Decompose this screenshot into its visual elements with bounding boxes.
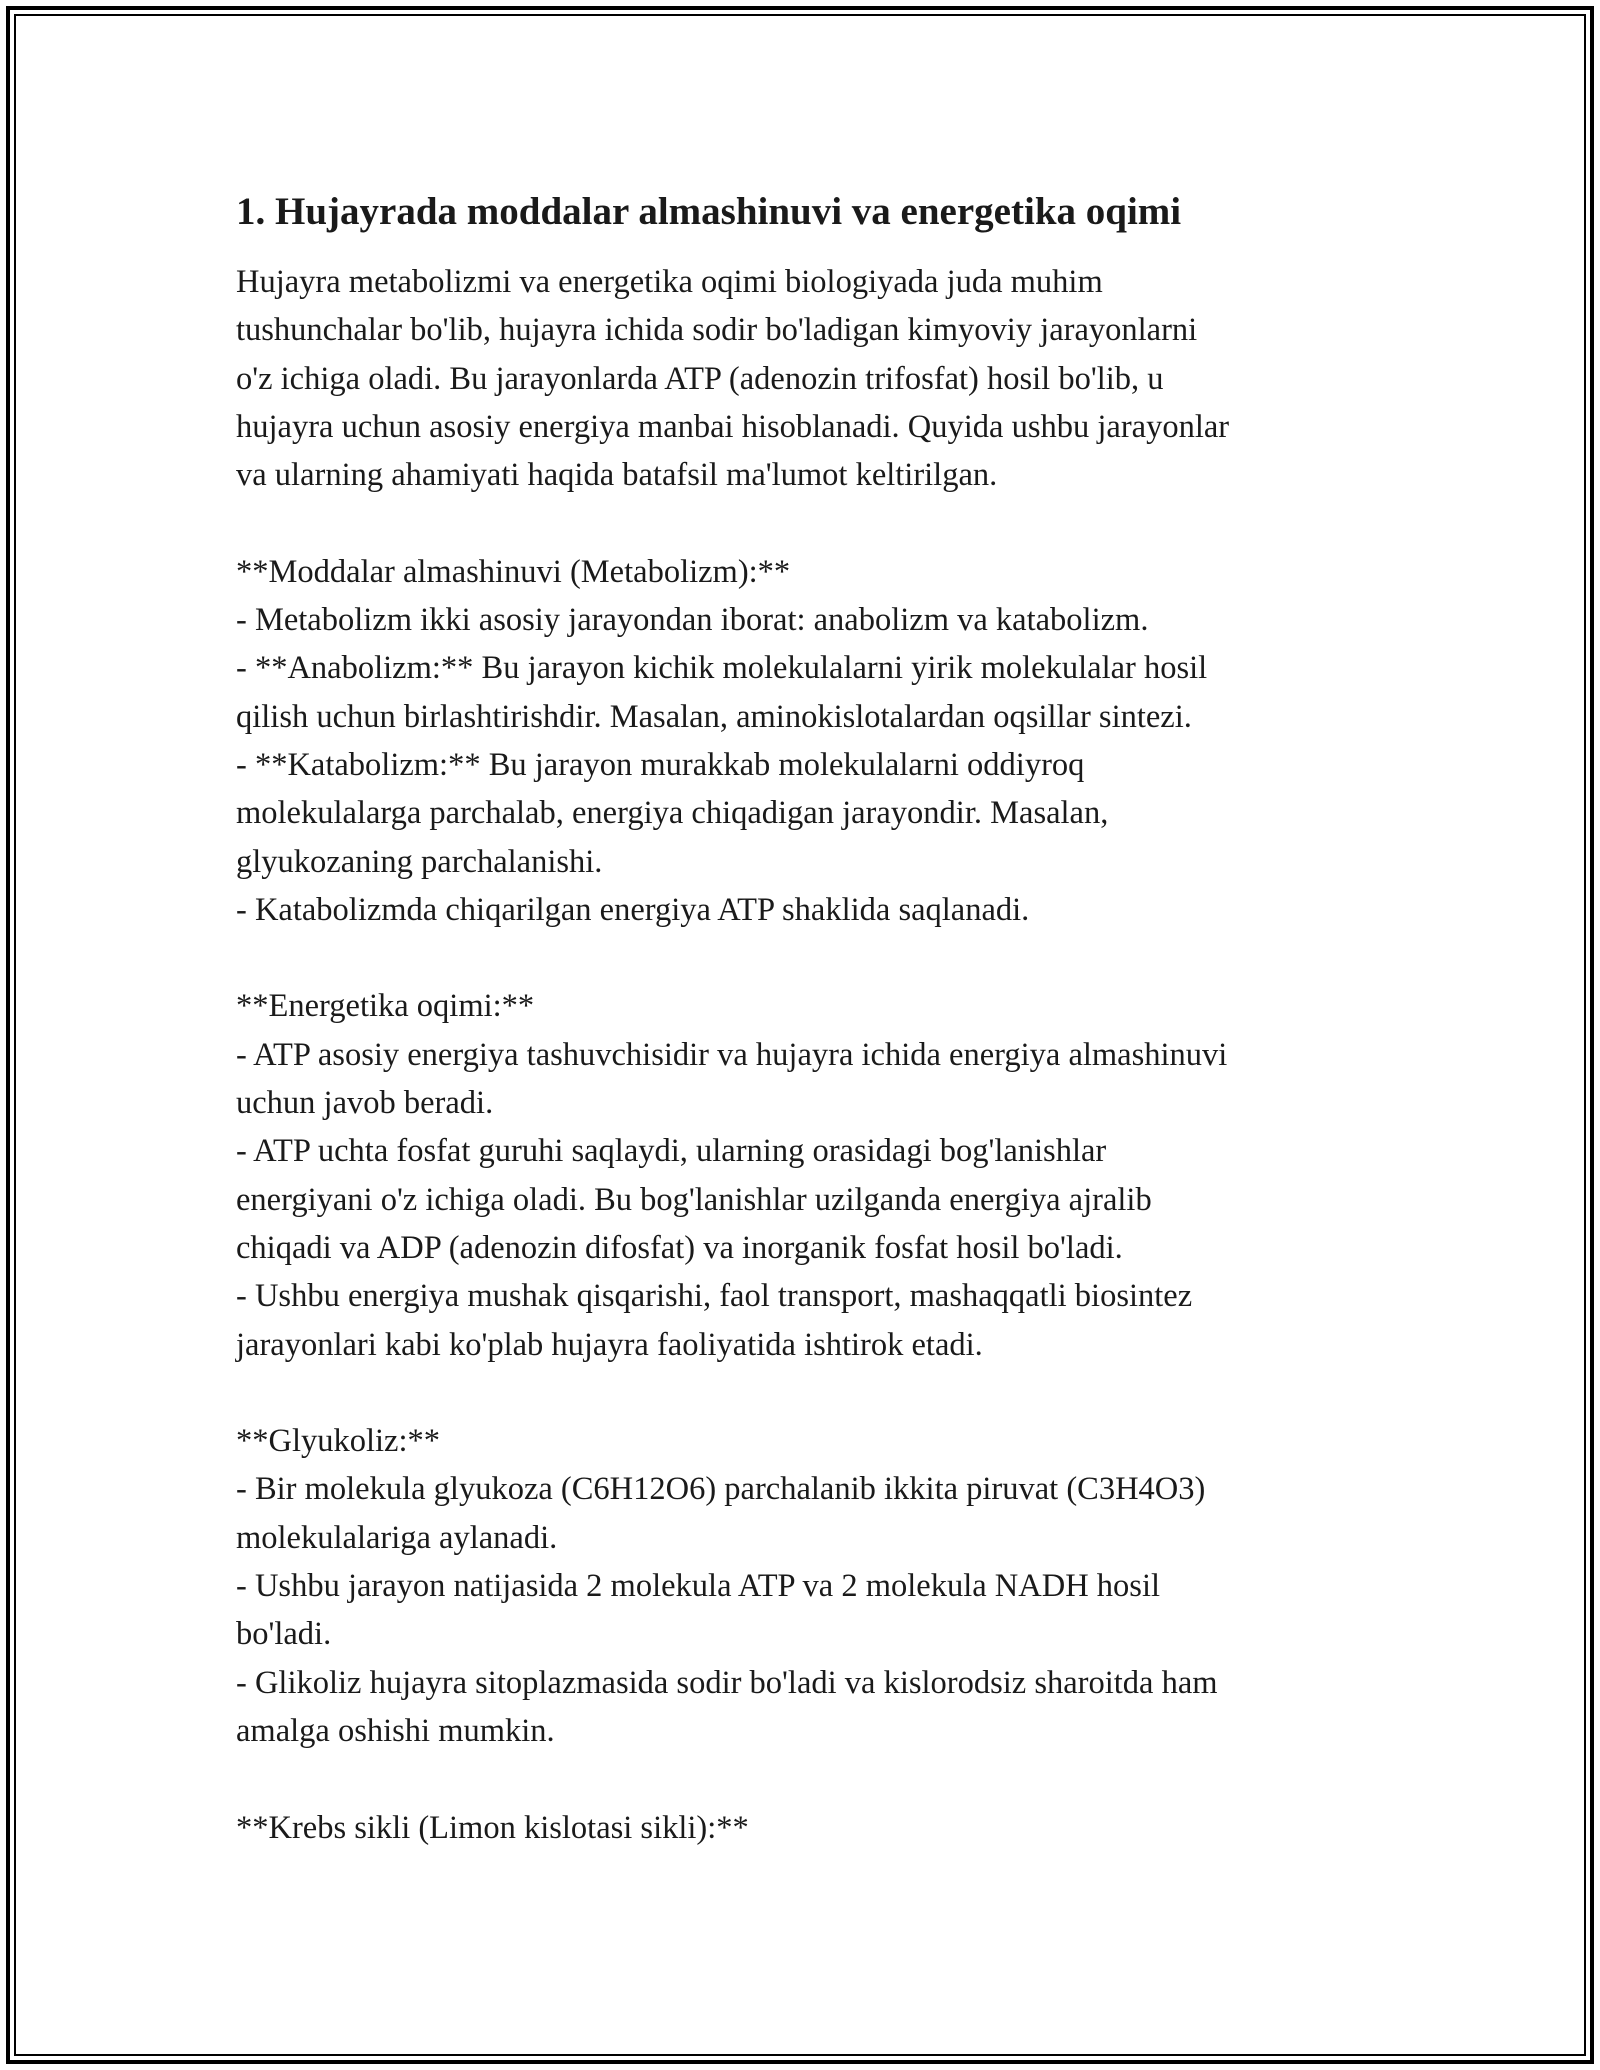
text-line: chiqadi va ADP (adenozin difosfat) va inorganik fosfat hosil bo'ladi. — [236, 1229, 1123, 1266]
text-line: - **Anabolizm:** Bu jarayon kichik molekulalarni yirik molekulalar hosil — [236, 650, 1208, 687]
section-energetika — [236, 982, 1376, 1368]
text-line: Hujayra metabolizmi va energetika oqimi biologiyada juda muhim — [236, 264, 1103, 300]
text-line: bo'ladi. — [236, 1616, 332, 1653]
text-line: o'z ichiga oladi. Bu jarayonlarda ATP (adenozin trifosfat) hosil bo'lib, u — [236, 360, 1164, 397]
paragraph-gap — [236, 1369, 1376, 1417]
text-line: jarayonlari kabi ko'plab hujayra faoliyatida ishtirok etadi. — [236, 1326, 983, 1363]
text-line: - Glikoliz hujayra sitoplazmasida sodir bo'ladi va kislorodsiz sharoitda ham — [236, 1664, 1218, 1701]
text-line: - Katabolizmda chiqarilgan energiya ATP shaklida saqlanadi. — [236, 891, 1030, 928]
text-line: - ATP asosiy energiya tashuvchisidir va hujayra ichida energiya almashinuvi — [236, 1036, 1228, 1073]
text-line: qilish uchun birlashtirishdir. Masalan, aminokislotalardan oqsillar sintezi. — [236, 698, 1192, 735]
paragraph-gap — [236, 934, 1376, 982]
section-glyukoliz — [236, 1417, 1376, 1755]
document-body — [236, 184, 1376, 1852]
paragraph-gap — [236, 1755, 1376, 1803]
section-krebs — [236, 1804, 1376, 1852]
text-line: hujayra uchun asosiy energiya manbai hisoblanadi. Quyida ushbu jarayonlar — [236, 408, 1230, 445]
text-line: - Bir molekula glyukoza (C6H12O6) parchalanib ikkita piruvat (C3H4O3) — [236, 1471, 1206, 1508]
text-line: - Metabolizm ikki asosiy jarayondan iborat: anabolizm va katabolizm. — [236, 602, 1149, 639]
text-line: - ATP uchta fosfat guruhi saqlaydi, ularning orasidagi bog'lanishlar — [236, 1133, 1107, 1170]
section-heading: **Moddalar almashinuvi (Metabolizm):** — [236, 553, 791, 590]
document-title: 1. Hujayrada moddalar almashinuvi va energetika oqimi — [236, 190, 1182, 233]
section-heading: **Krebs sikli (Limon kislotasi sikli):** — [236, 1809, 749, 1846]
text-line: glyukozaning parchalanishi. — [236, 843, 603, 880]
text-line: - Ushbu jarayon natijasida 2 molekula ATP va 2 molekula NADH hosil — [236, 1568, 1160, 1605]
text-line: amalga oshishi mumkin. — [236, 1712, 555, 1749]
text-line: - **Katabolizm:** Bu jarayon murakkab molekulalarni oddiyroq — [236, 746, 1085, 783]
section-heading: **Glyukoliz:** — [236, 1423, 441, 1460]
text-line: tushunchalar bo'lib, hujayra ichida sodir bo'ladigan kimyoviy jarayonlarni — [236, 312, 1198, 349]
section-metabolizm — [236, 548, 1376, 934]
paragraph-gap — [236, 499, 1376, 547]
intro-paragraph — [236, 258, 1376, 499]
text-line: - Ushbu energiya mushak qisqarishi, faol transport, mashaqqatli biosintez — [236, 1278, 1193, 1315]
text-line: molekulalarga parchalab, energiya chiqadigan jarayondir. Masalan, — [236, 795, 1109, 832]
section-heading: **Energetika oqimi:** — [236, 988, 535, 1025]
text-line: molekulalariga aylanadi. — [236, 1519, 558, 1556]
text-line: energiyani o'z ichiga oladi. Bu bog'lanishlar uzilganda energiya ajralib — [236, 1181, 1152, 1218]
text-line: uchun javob beradi. — [236, 1085, 494, 1122]
text-line: va ularning ahamiyati haqida batafsil ma'lumot keltirilgan. — [236, 457, 998, 494]
